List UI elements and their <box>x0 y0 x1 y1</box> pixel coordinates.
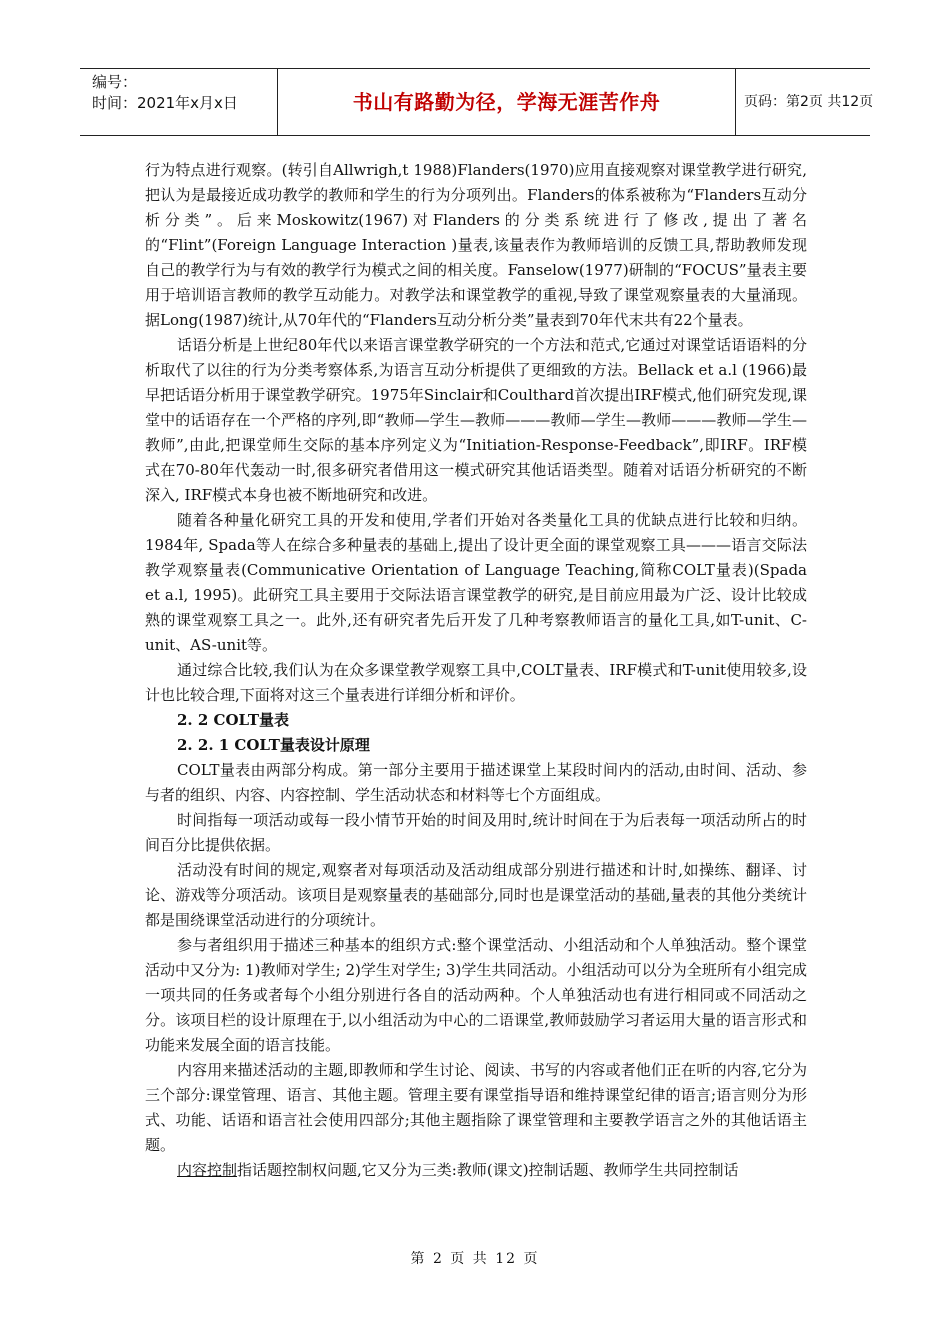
paragraph-9: 内容用来描述活动的主题,即教师和学生讨论、阅读、书写的内容或者他们正在听的内容,它分为三个部分:课堂管理、语言、其他主题。管理主要有课堂指导语和维持课堂纪律的语言;语言则分为形式、功能、话语和语言社会使用四部分;其他主题指除了课堂管理和主要教学语言之外的其他话语主题。 <box>145 1061 807 1154</box>
paragraph-10-text: 指话题控制权问题,它又分为三类:教师(课文)控制话题、教师学生共同控制话 <box>237 1161 739 1179</box>
document-number-label: 编号： <box>92 73 138 91</box>
section-heading: 2. 2 COLT量表 <box>177 711 290 729</box>
paragraph-3: 随着各种量化研究工具的开发和使用,学者们开始对各类量化工具的优缺点进行比较和归纳。1984年, Spada等人在综合多种量表的基础上,提出了设计更全面的课堂观察工具———语言交际法教学观察量表(Communicative Orientation of Language Teaching,简称COLT量表)(Spada et a.l, 1995)。此研究工具主要用于交际法语言课堂教学的研究,是目前应用最为广泛、设计比较成熟的课堂观察工具之一。此外,还有研究者先后开发了几种考察教师语言的量化工具,如T-unit、C-unit、AS-unit等。 <box>145 511 807 654</box>
header-page-label: 页码：第2页 共12页 <box>744 94 874 110</box>
paragraph-10 <box>145 1158 807 1183</box>
subsection-heading: 2. 2. 1 COLT量表设计原理 <box>177 736 370 754</box>
paragraph-7: 活动没有时间的规定,观察者对每项活动及活动组成部分别进行描述和计时,如操练、翻译、讨论、游戏等分项活动。该项目是观察量表的基础部分,同时也是课堂活动的基础,量表的其他分类统计都是围绕课堂活动进行的分项统计。 <box>145 861 807 929</box>
paragraph-4: 通过综合比较,我们认为在众多课堂教学观察工具中,COLT量表、IRF模式和T-unit使用较多,设计也比较合理,下面将对这三个量表进行详细分析和评价。 <box>145 661 807 704</box>
paragraph-2: 话语分析是上世纪80年代以来语言课堂教学研究的一个方法和范式,它通过对课堂话语语料的分析取代了以往的行为分类考察体系,为语言互动分析提供了更细致的方法。Bellack et a.l (1966)最早把话语分析用于课堂教学研究。1975年Sinclair和Coulthard首次提出IRF模式,他们研究发现,课堂中的话语存在一个严格的序列,即“教师—学生—教师———教师—学生—教师———教师—学生—教师”,由此,把课堂师生交际的基本序列定义为“Initiation-Response-Feedback”,即IRF。IRF模式在70-80年代轰动一时,很多研究者借用这一模式研究其他话语类型。随着对话语分析研究的不断深入, IRF模式本身也被不断地研究和改进。 <box>145 336 807 504</box>
page-footer: 第 2 页 共 12 页 <box>410 1251 540 1267</box>
document-body <box>145 158 807 1183</box>
paragraph-1: 行为特点进行观察。(转引自Allwrigh,t 1988)Flanders(1970)应用直接观察对课堂教学进行研究,把认为是最接近成功教学的教师和学生的行为分项列出。Flanders的体系被称为“Flanders互动分析分类”。后来Moskowitz(1967)对Flanders的分类系统进行了修改,提出了著名的“Flint”(Foreign Language Interaction )量表,该量表作为教师培训的反馈工具,帮助教师发现自己的教学行为与有效的教学行为模式之间的相关度。Fanselow(1977)研制的“FOCUS”量表主要用于培训语言教师的教学互动能力。对教学法和课堂教学的重视,导致了课堂观察量表的大量涌现。据Long(1987)统计,从70年代的“Flanders互动分析分类”量表到70年代末共有22个量表。 <box>145 161 807 329</box>
underlined-term: 内容控制 <box>177 1161 238 1179</box>
header-motto: 书山有路勤为径，学海无涯苦作舟 <box>278 69 736 135</box>
header-info-cell <box>80 69 278 135</box>
document-header <box>80 68 874 136</box>
paragraph-5: COLT量表由两部分构成。第一部分主要用于描述课堂上某段时间内的活动,由时间、活动、参与者的组织、内容、内容控制、学生活动状态和材料等七个方面组成。 <box>145 761 807 804</box>
document-date-label: 时间：2021年x月x日 <box>92 94 238 112</box>
paragraph-6: 时间指每一项活动或每一段小情节开始的时间及用时,统计时间在于为后表每一项活动所占的时间百分比提供依据。 <box>145 811 807 854</box>
paragraph-8: 参与者组织用于描述三种基本的组织方式:整个课堂活动、小组活动和个人单独活动。整个课堂活动中又分为: 1)教师对学生; 2)学生对学生; 3)学生共同活动。小组活动可以分为全班所有小组完成一项共同的任务或者每个小组分别进行各自的活动两种。个人单独活动也有进行相同或不同活动之分。该项目栏的设计原理在于,以小组活动为中心的二语课堂,教师鼓励学习者运用大量的语言形式和功能来发展全面的语言技能。 <box>145 936 807 1054</box>
